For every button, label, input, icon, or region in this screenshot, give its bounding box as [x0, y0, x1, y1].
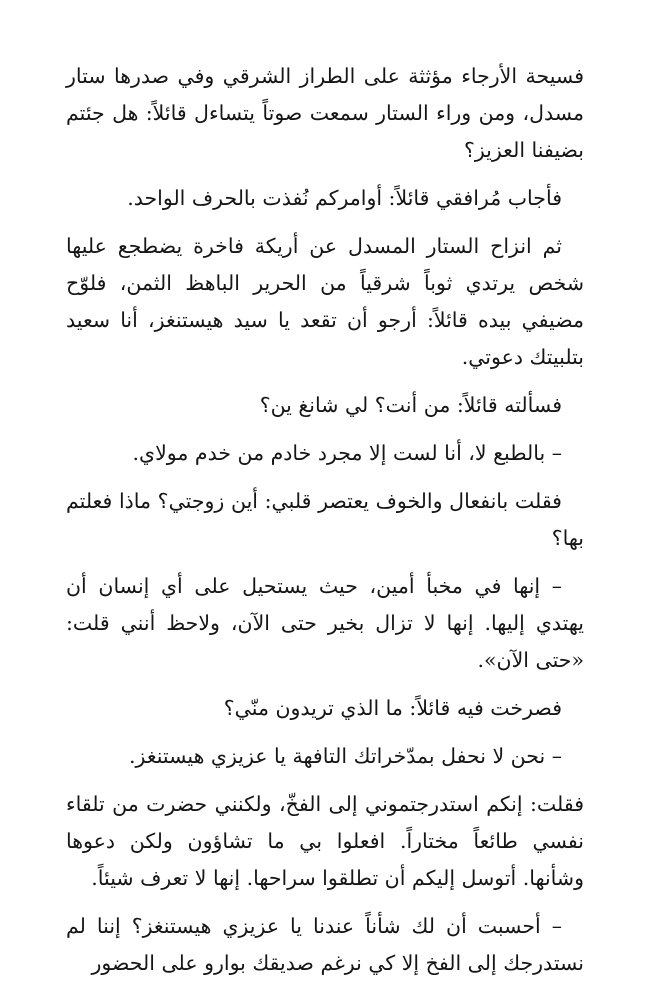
- paragraph-2: فأجاب مُرافقي قائلاً: أوامركم نُفذت بالحرف الواحد.: [127, 186, 562, 210]
- paragraph-7: – إنها في مخبأ أمين، حيث يستحيل على أي إنسان أن يهتدي إليها. إنها لا تزال بخير حتى الآن، ولاحظ أنني قلت: «حتى الآن».: [66, 574, 584, 672]
- paragraph-11: – أحسبت أن لك شأناً عندنا يا عزيزي هيستنغز؟ إننا لم نستدرجك إلى الفخ إلا كي نرغم صديقك بوارو على الحضور: [66, 914, 584, 975]
- paragraph-5: – بالطبع لا، أنا لست إلا مجرد خادم من خدم مولاي.: [132, 441, 562, 465]
- paragraph-3: ثم انزاح الستار المسدل عن أريكة فاخرة يضطجع عليها شخص يرتدي ثوباً شرقياً من الحرير الباهظ الثمن، فلوّح مضيفي بيده قائلاً: أرجو أن تقعد يا سيد هيستنغز، أنا سعيد بتلبيتك دعوتي.: [66, 234, 584, 369]
- paragraph-10: فقلت: إنكم استدرجتموني إلى الفخّ، ولكنني حضرت من تلقاء نفسي طائعاً مختاراً. افعلوا بي ما تشاؤون ولكن دعوها وشأنها. أتوسل إليكم أن تطلقوا سراحها. إنها لا تعرف شيئاً.: [66, 792, 584, 890]
- book-page: [66, 58, 584, 993]
- paragraph-8: فصرخت فيه قائلاً: ما الذي تريدون منّي؟: [223, 696, 562, 720]
- paragraph-4: فسألته قائلاً: من أنت؟ لي شانغ ين؟: [259, 393, 562, 417]
- paragraph-9: – نحن لا نحفل بمدّخراتك التافهة يا عزيزي هيستنغز.: [129, 744, 562, 768]
- paragraph-6: فقلت بانفعال والخوف يعتصر قلبي: أين زوجتي؟ ماذا فعلتم بها؟: [66, 489, 584, 550]
- paragraph-1: فسيحة الأرجاء مؤثثة على الطراز الشرقي وفي صدرها ستار مسدل، ومن وراء الستار سمعت صوتاً يتساءل قائلاً: هل جئتم بضيفنا العزيز؟: [66, 64, 584, 162]
